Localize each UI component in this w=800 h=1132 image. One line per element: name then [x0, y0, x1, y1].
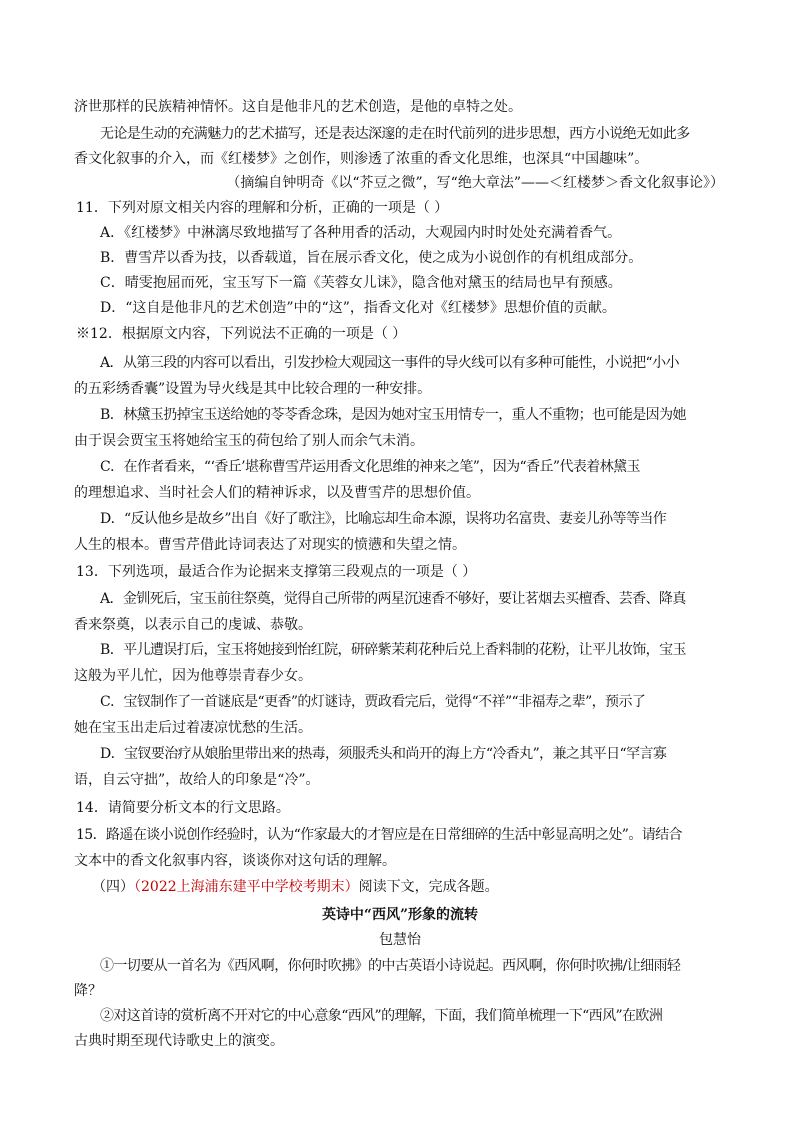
question-12-option-b: B．林黛玉扔掉宝玉送给她的苓苓香念珠，是因为她对宝玉用情专一，重人不重物；也可能是因为她 [100, 407, 686, 423]
question-12-option-c: C．在作者看来，“‘香丘’堪称曹雪芹运用香文化思维的神来之笔”，因为“香丘”代表着林黛玉 [100, 459, 640, 475]
question-13-stem: 13．下列选项，最适合作为论据来支撑第三段观点的一项是（ ） [76, 564, 477, 580]
question-14: 14．请简要分析文本的行文思路。 [76, 800, 290, 816]
question-13-option-d: D．宝钗要治疗从娘胎里带出来的热毒，须服秃头和尚开的海上方“冷香丸”，兼之其平日“罕言寡 [100, 746, 667, 762]
question-12-option-d-cont: 人生的根本。曹雪芹借此诗词表达了对现实的愤懑和失望之情。 [74, 537, 466, 553]
question-12-stem: ※12．根据原文内容，下列说法不正确的一项是（ ） [76, 326, 407, 342]
article-paragraph-2: ②对这首诗的赏析离不开对它的中心意象“西风”的理解，下面，我们简单梳理一下“西风”在欧洲 [100, 1008, 663, 1024]
article-author: 包慧怡 [379, 932, 421, 948]
passage-line: 香文化叙事的介入，而《红楼梦》之创作，则渗透了浓重的香文化思维，也深具“中国趣味”。 [74, 151, 649, 167]
question-13-option-a-cont: 香来祭奠，以表示自己的虔诚、恭敬。 [74, 617, 312, 633]
article-title: 英诗中“西风”形象的流转 [321, 907, 479, 923]
question-13-option-c-cont: 她在宝玉出走后过着凄凉忧愁的生活。 [74, 720, 312, 736]
question-13-option-c: C．宝钗制作了一首谜底是“更香”的灯谜诗，贾政看完后，觉得“不祥”“非福寿之辈”，预示了 [100, 694, 646, 710]
question-11-option-c: C．晴雯抱屈而死，宝玉写下一篇《芙蓉女儿诔》，隐含他对黛玉的结局也早有预感。 [100, 275, 622, 291]
question-11-option-d: D．“这自是他非凡的艺术创造”中的“这”，指香文化对《红楼梦》思想价值的贡献。 [100, 300, 616, 316]
section-4-instruction: 阅读下文，完成各题。 [358, 879, 499, 895]
question-15: 15．路遥在谈小说创作经验时，认为“作家最大的才智应是在日常细碎的生活中彰显高明之处”。请结合 [76, 827, 682, 843]
question-12-option-c-cont: 的理想追求、当时社会人们的精神诉求，以及曹雪芹的思想价值。 [74, 485, 480, 501]
passage-source: （摘编自钟明奇《以“芥豆之微”，写“绝大章法”——＜红楼梦＞香文化叙事论》） [226, 175, 724, 191]
article-paragraph-2-cont: 古典时期至现代诗歌史上的演变。 [74, 1033, 284, 1049]
question-13-option-d-cont: 语，自云守拙”，故给人的印象是“冷”。 [74, 772, 320, 788]
question-15-cont: 文本中的香文化叙事内容，谈谈你对这句话的理解。 [74, 853, 396, 869]
section-4-prefix: （四） [92, 879, 134, 895]
section-4-header [92, 876, 752, 898]
article-paragraph-1: ①一切要从一首名为《西风啊，你何时吹拂》的中古英语小诗说起。西风啊，你何时吹拂/让细雨轻 [100, 958, 681, 974]
question-12-option-d: D．“反认他乡是故乡”出自《好了歌注》，比喻忘却生命本源，误将功名富贵、妻妾儿孙等等当作 [100, 511, 667, 527]
question-11-option-b: B．曹雪芹以香为技，以香载道，旨在展示香文化，使之成为小说创作的有机组成部分。 [100, 250, 643, 266]
article-paragraph-1-cont: 降？ [74, 983, 102, 999]
section-4-source: （2022上海浦东建平中学校考期末） [134, 879, 359, 895]
question-11-option-a: A．《红楼梦》中淋漓尽致地描写了各种用香的活动，大观园内时时处处充满着香气。 [100, 225, 622, 241]
passage-line: 济世那样的民族精神情怀。这自是他非凡的艺术创造，是他的卓特之处。 [74, 99, 522, 115]
passage-line: 无论是生动的充满魅力的艺术描写，还是表达深邃的走在时代前列的进步思想，西方小说绝无如此多 [100, 126, 690, 142]
question-13-option-b-cont: 这般为平儿忙，因为他尊崇青春少女。 [74, 668, 312, 684]
question-11-stem: 11．下列对原文相关内容的理解和分析，正确的一项是（ ） [76, 200, 449, 216]
question-12-option-b-cont: 由于误会贾宝玉将她给宝玉的荷包给了别人而余气未消。 [74, 433, 424, 449]
question-12-option-a-cont: 的五彩绣香囊”设置为导火线是其中比较合理的一种安排。 [74, 381, 432, 397]
question-13-option-b: B．平儿遭误打后，宝玉将她接到怡红院，研碎紫茉莉花种后兑上香料制的花粉，让平儿妆饰，宝玉 [100, 642, 686, 658]
question-12-option-a: A．从第三段的内容可以看出，引发抄检大观园这一事件的导火线可以有多种可能性，小说把“小小 [100, 355, 679, 371]
question-13-option-a: A．金钏死后，宝玉前往祭奠，觉得自己所带的两星沉速香不够好，要让茗烟去买檀香、芸香、降真 [100, 591, 686, 607]
